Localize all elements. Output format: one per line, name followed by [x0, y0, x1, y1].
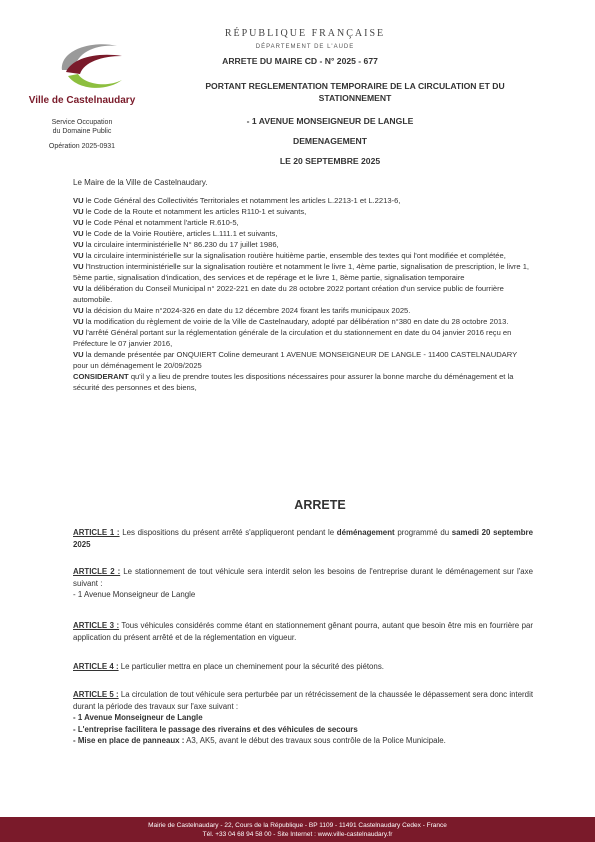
arrete-address: - 1 AVENUE MONSEIGNEUR DE LANGLE [246, 116, 414, 126]
vu-item: VU le Code Général des Collectivités Territoriales et notamment les articles L.2213-1 et L.2213-6, [73, 196, 401, 205]
arrete-object: DEMENAGEMENT [292, 136, 367, 146]
vu-item: VU la demande présentée par ONQUIERT Coline demeurant 1 AVENUE MONSEIGNEUR DE LANGLE - 11400 CASTELNAUDARY pour un déménagement le 20/09/2025 [73, 350, 518, 370]
vu-item: VU le Code Pénal et notamment l'article R.610-5, [73, 218, 239, 227]
operation-number: Opération 2025-0931 [48, 143, 116, 150]
article-5: ARTICLE 5 : La circulation de tout véhicule sera perturbée par un rétrécissement de la chaussée le dépassement sera donc interdit durant la période des travaux sur l'axe suivant : - 1 Avenue Monseigneur de Langle - L'entreprise facilitera le passage des riverains et des véhicules de secours - Mise en place de panneaux : A3, AK5, avant le début des travaux sous contrôle de la Police Municipale. [73, 690, 534, 745]
vu-item: VU la circulaire interministérielle N° 86.230 du 17 juillet 1986, [73, 240, 279, 249]
vu-item: VU la délibération du Conseil Municipal n° 2022-221 en date du 28 octobre 2022 portant création d'un service public de fourrière automobile. [73, 284, 504, 304]
arrete-heading: ARRETE [294, 498, 346, 512]
vu-list [73, 195, 533, 393]
vu-item: VU la modification du règlement de voirie de la Ville de Castelnaudary, adopté par délibération n°380 en date du 28 octobre 2013. [73, 317, 509, 326]
vu-item: VU le Code de la Voirie Routière, articles L.111.1 et suivants, [73, 229, 278, 238]
vu-item: VU la décision du Maire n°2024-326 en date du 12 décembre 2024 fixant les tarifs municipaux 2025. [73, 306, 411, 315]
departement-header: DÉPARTEMENT DE L'AUDE [255, 44, 355, 50]
maire-intro: Le Maire de la Ville de Castelnaudary. [73, 178, 208, 187]
page-footer: Mairie de Castelnaudary - 22, Cours de la République - BP 1109 - 11491 Castelnaudary Cedex - France Tél. +33 04 68 94 58 00 - Site Internet : www.ville-castelnaudary.fr [0, 817, 595, 842]
vu-item: VU l'Instruction interministérielle sur la signalisation routière et notamment le livre 1, 4ème partie, signalisation de prescription, le livre 1, 5ème partie, signalisation d'indication, des services et de repérage et le livre 1, 8ème partie, signalisation temporaire [73, 262, 530, 282]
city-logo [22, 32, 142, 102]
article-1: ARTICLE 1 : Les dispositions du présent arrêté s'appliqueront pendant le déménagement programmé du samedi 20 septembre 2025 [73, 528, 533, 549]
arrete-subject: PORTANT REGLEMENTATION TEMPORAIRE DE LA CIRCULATION ET DU STATIONNEMENT [205, 81, 505, 103]
vu-item: VU la circulaire interministérielle sur la signalisation routière huitième partie, ensemble des textes qui l'ont modifiée et complétée, [73, 251, 506, 260]
article-2: ARTICLE 2 : Le stationnement de tout véhicule sera interdit selon les besoins de l'entreprise durant le déménagement sur l'axe suivant : - 1 Avenue Monseigneur de Langle [73, 567, 533, 599]
vu-item: CONSIDERANT qu'il y a lieu de prendre toutes les dispositions nécessaires pour assurer la bonne marche du déménagement et la sécurité des personnes et des biens, [73, 372, 514, 392]
republique-header: RÉPUBLIQUE FRANÇAISE [224, 28, 386, 39]
arrete-date: LE 20 SEPTEMBRE 2025 [279, 156, 381, 166]
vu-item: VU le Code de la Route et notamment les articles R110-1 et suivants, [73, 207, 307, 216]
article-4: ARTICLE 4 : Le particulier mettra en place un cheminement pour la sécurité des piétons. [73, 662, 384, 671]
arrete-number: ARRETE DU MAIRE CD - N° 2025 - 677 [222, 56, 378, 66]
city-name: Ville de Castelnaudary [28, 95, 136, 106]
service-name: Service Occupation du Domaine Public [51, 119, 113, 135]
vu-item: VU l'arrêté Général portant sur la réglementation générale de la circulation et du stationnement en date du 04 janvier 2016 reçu en Préfecture le 07 janvier 2016, [73, 328, 512, 348]
article-3: ARTICLE 3 : Tous véhicules considérés comme étant en stationnement gênant pourra, autant que besoin être mis en fourrière par application du présent arrêté et de la réglementation en vigueur. [73, 621, 534, 642]
